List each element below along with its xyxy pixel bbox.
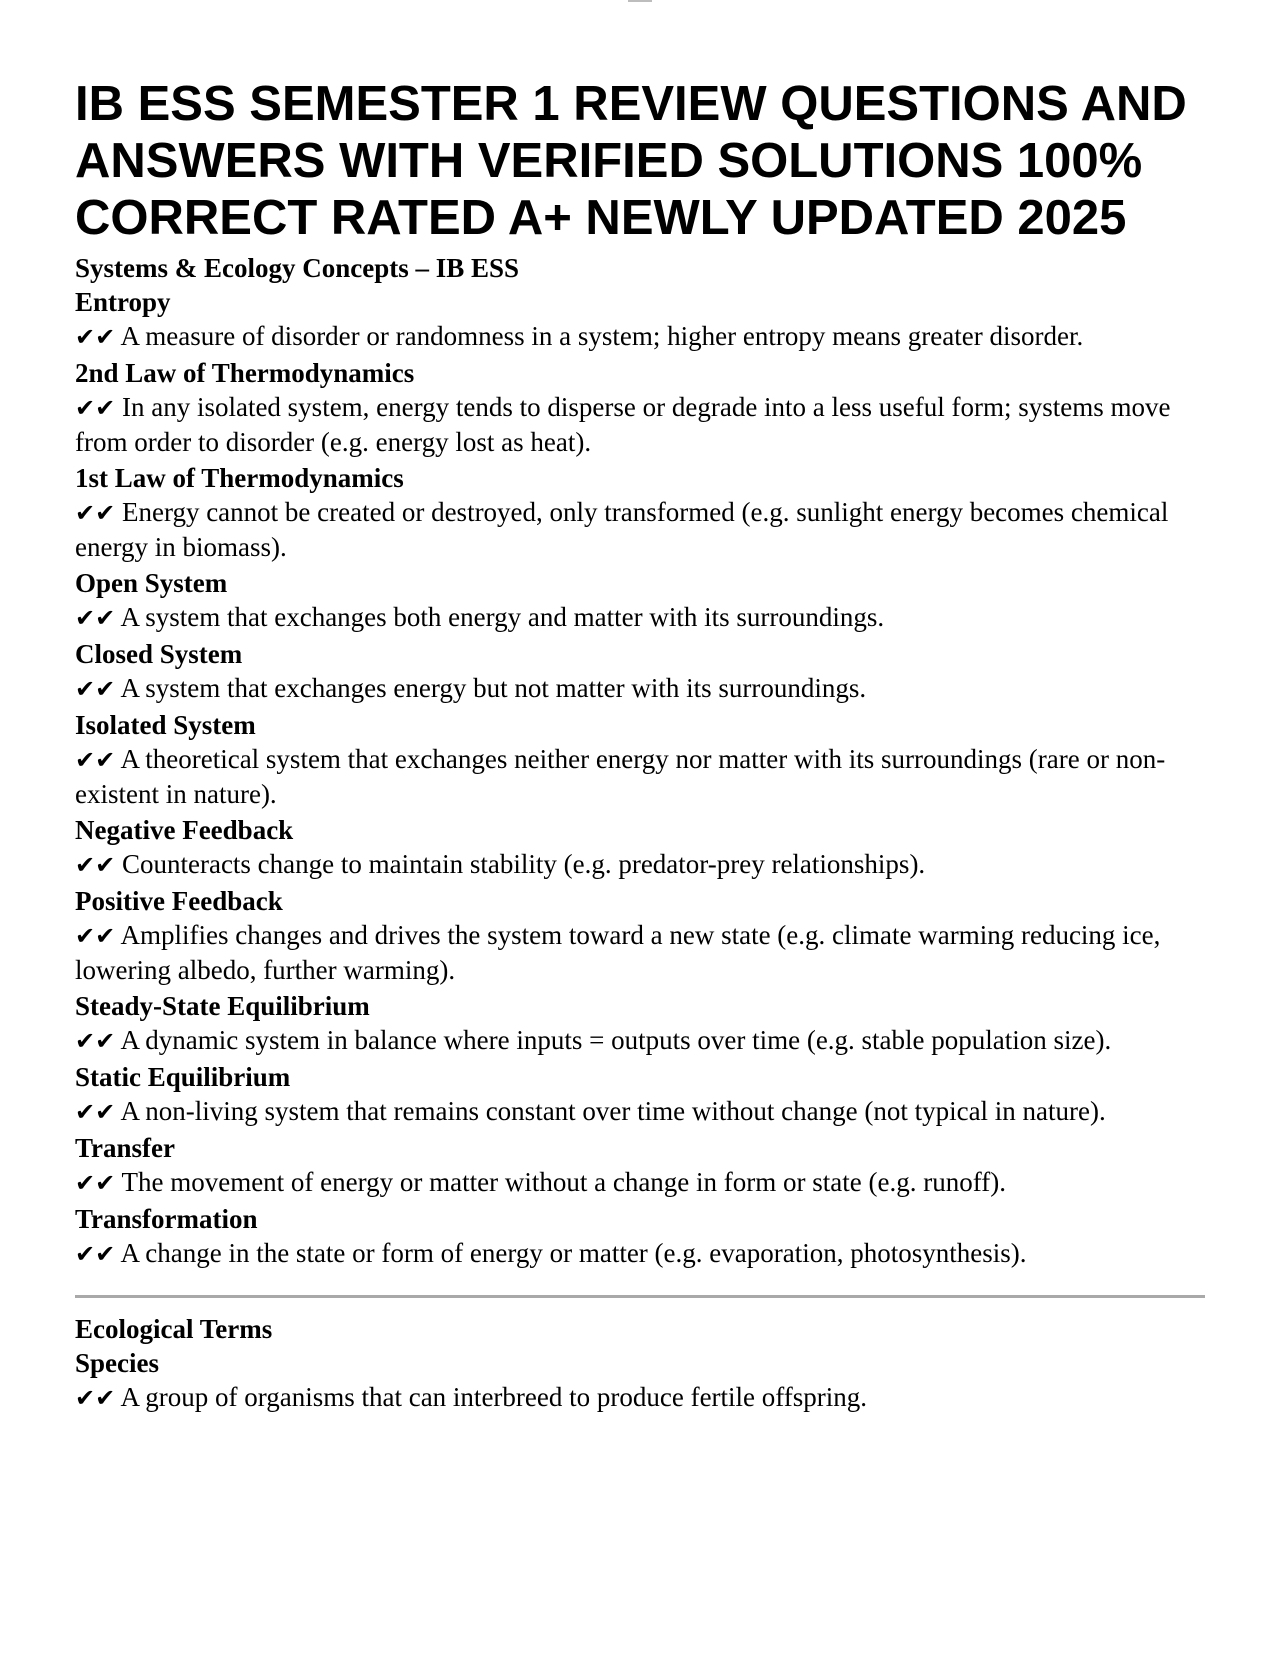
term-entry — [75, 813, 1205, 882]
definition-text: A theoretical system that exchanges neither energy nor matter with its surroundings (rare or non-existent in nature). — [75, 744, 1166, 809]
term-title: 1st Law of Thermodynamics — [75, 463, 404, 493]
term-title: Negative Feedback — [75, 815, 294, 845]
term-definition — [75, 671, 1205, 706]
term-title: Transformation — [75, 1204, 258, 1234]
document-title: IB ESS SEMESTER 1 REVIEW QUESTIONS AND ANSWERS WITH VERIFIED SOLUTIONS 100% CORRECT RATED A+ NEWLY UPDATED 2025 — [75, 77, 1187, 245]
document-page — [75, 76, 1205, 1417]
definition-text: A dynamic system in balance where inputs = outputs over time (e.g. stable population size). — [120, 1025, 1112, 1055]
term-entry — [75, 1202, 1205, 1271]
term-entry — [75, 356, 1205, 459]
term-entry — [75, 285, 1205, 354]
term-definition — [75, 495, 1205, 564]
definition-text: A measure of disorder or randomness in a system; higher entropy means greater disorder. — [120, 321, 1084, 351]
definition-text: Amplifies changes and drives the system toward a new state (e.g. climate warming reducing ice, lowering albedo, further warming). — [75, 920, 1161, 985]
term-title: Entropy — [75, 287, 171, 317]
term-definition — [75, 600, 1205, 635]
term-title: 2nd Law of Thermodynamics — [75, 358, 415, 388]
term-title: Closed System — [75, 639, 243, 669]
check-mark-icon: ✔✔ — [75, 1169, 116, 1197]
section-heading: Ecological Terms — [75, 1314, 273, 1344]
definition-text: A system that exchanges both energy and matter with its surroundings. — [120, 602, 885, 632]
check-mark-icon: ✔✔ — [75, 1384, 116, 1412]
term-entry — [75, 566, 1205, 635]
term-entry — [75, 1346, 1205, 1415]
term-title: Species — [75, 1348, 159, 1378]
term-entry — [75, 637, 1205, 706]
term-definition — [75, 1380, 1205, 1415]
check-mark-icon: ✔✔ — [75, 675, 116, 703]
definition-text: A group of organisms that can interbreed to produce fertile offspring. — [120, 1382, 868, 1412]
term-title: Static Equilibrium — [75, 1062, 291, 1092]
definition-text: A change in the state or form of energy or matter (e.g. evaporation, photosynthesis). — [120, 1238, 1027, 1268]
term-entry — [75, 884, 1205, 987]
check-mark-icon: ✔✔ — [75, 604, 116, 632]
section-systems-ecology — [75, 251, 1205, 1271]
check-mark-icon: ✔✔ — [75, 1240, 116, 1268]
term-title: Positive Feedback — [75, 886, 283, 916]
term-entry — [75, 1131, 1205, 1200]
term-entry — [75, 708, 1205, 811]
term-title: Steady-State Equilibrium — [75, 991, 370, 1021]
page-header-mark — [628, 0, 652, 2]
section-heading: Systems & Ecology Concepts – IB ESS — [75, 253, 520, 283]
check-mark-icon: ✔✔ — [75, 394, 116, 422]
check-mark-icon: ✔✔ — [75, 323, 116, 351]
definition-text: The movement of energy or matter without a change in form or state (e.g. runoff). — [121, 1167, 1006, 1197]
term-definition — [75, 847, 1205, 882]
definition-text: Energy cannot be created or destroyed, only transformed (e.g. sunlight energy becomes chemical energy in biomass). — [75, 497, 1169, 562]
check-mark-icon: ✔✔ — [75, 1098, 116, 1126]
term-definition — [75, 918, 1205, 987]
term-definition — [75, 1165, 1205, 1200]
check-mark-icon: ✔✔ — [75, 499, 116, 527]
section-divider — [75, 1295, 1205, 1298]
term-definition — [75, 319, 1205, 354]
term-title: Transfer — [75, 1133, 175, 1163]
definition-text: A system that exchanges energy but not matter with its surroundings. — [120, 673, 867, 703]
check-mark-icon: ✔✔ — [75, 851, 116, 879]
definition-text: Counteracts change to maintain stability (e.g. predator-prey relationships). — [121, 849, 926, 879]
section-ecological-terms — [75, 1312, 1205, 1415]
term-title: Open System — [75, 568, 228, 598]
term-entry — [75, 461, 1205, 564]
term-definition — [75, 1094, 1205, 1129]
definition-text: A non-living system that remains constant over time without change (not typical in nature). — [120, 1096, 1106, 1126]
term-definition — [75, 742, 1205, 811]
term-definition — [75, 1023, 1205, 1058]
term-title: Isolated System — [75, 710, 256, 740]
term-definition — [75, 390, 1205, 459]
definition-text: In any isolated system, energy tends to disperse or degrade into a less useful form; systems move from order to disorder (e.g. energy lost as heat). — [75, 392, 1171, 457]
check-mark-icon: ✔✔ — [75, 922, 116, 950]
term-definition — [75, 1236, 1205, 1271]
check-mark-icon: ✔✔ — [75, 746, 116, 774]
term-entry — [75, 989, 1205, 1058]
check-mark-icon: ✔✔ — [75, 1027, 116, 1055]
term-entry — [75, 1060, 1205, 1129]
